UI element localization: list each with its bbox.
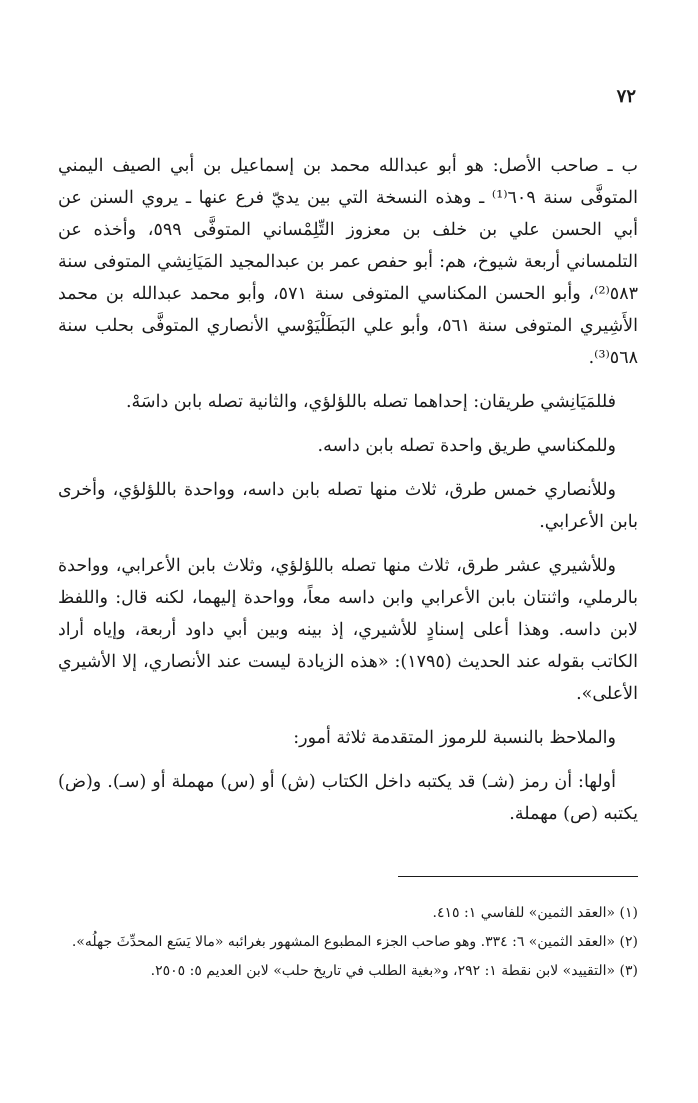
paragraph-first-remark: أولها: أن رمز (شـ) قد يكتبه داخل الكتاب (ش) أو (س) مهملة أو (سـ). و(ض) يكتبه (ص) مهملة. — [58, 772, 638, 824]
paragraph-mayanishi-routes: فللمَيَانِشي طريقان: إحداهما تصله باللؤلؤي، والثانية تصله بابن داسَهْ. — [125, 392, 616, 412]
main-text — [58, 150, 638, 842]
paragraph-ashiri-routes: وللأشيري عشر طرق، ثلاث منها تصله باللؤلؤي، وثلاث بابن الأعرابي، وواحدة بالرملي، واثنتان بابن الأعرابي وابن داسه معاً، وواحدة إليهما، لكنه قال: واللفظ لابن داسه. وهذا أعلى إسنادٍ للأشيري، إذ بينه وبين أبي داود أربعة، وإياه أراد الكاتب بقوله عند الحديث (١٧٩٥): «هذه الزيادة ليست عند الأنصاري، إلا الأشيري الأعلى». — [58, 556, 638, 704]
footnote-2: (٢) «العقد الثمين» ٦: ٣٣٤. وهو صاحب الجزء المطبوع المشهور بغرائبه «مالا يَسَع المحدِّثَ جهلُه». — [71, 934, 638, 950]
paragraph-source-description: ب ـ صاحب الأصل: هو أبو عبدالله محمد بن إسماعيل بن أبي الصيف اليمني المتوفَّى سنة ٦٠٩⁽¹⁾ ـ وهذه النسخة التي بين يديّ فرع عنها ـ يروي السنن عن أبي الحسن علي بن خلف بن معزوز التِّلِمْساني المتوفَّى ٥٩٩، وأخذه عن التلمساني أربعة شيوخ، هم: أبو حفص عمر بن عبدالمجيد المَيَانِشي المتوفى سنة ٥٨٣⁽²⁾، وأبو الحسن المكناسي المتوفى سنة ٥٧١، وأبو محمد عبدالله بن محمد الأَشِيري المتوفى سنة ٥٦١، وأبو علي البَطَلْيَوْسي الأنصاري المتوفَّى بحلب سنة ٥٦٨⁽³⁾. — [58, 156, 638, 368]
footnote-divider — [398, 876, 638, 877]
paragraph-miknasi-route: وللمكناسي طريق واحدة تصله بابن داسه. — [317, 436, 616, 456]
footnote-1: (١) «العقد الثمين» للفاسي ١: ٤١٥. — [432, 905, 638, 921]
footnotes — [58, 900, 638, 987]
paragraph-ansari-routes: وللأنصاري خمس طرق، ثلاث منها تصله بابن داسه، وواحدة باللؤلؤي، وأخرى بابن الأعرابي. — [58, 480, 638, 532]
paragraph-remarks-intro: والملاحظ بالنسبة للرموز المتقدمة ثلاثة أمور: — [293, 728, 616, 748]
page-number: ٧٢ — [616, 86, 636, 107]
footnote-3: (٣) «التقييد» لابن نقطة ١: ٢٩٢، و«بغية الطلب في تاريخ حلب» لابن العديم ٥: ٢٥٠٥. — [150, 963, 638, 979]
